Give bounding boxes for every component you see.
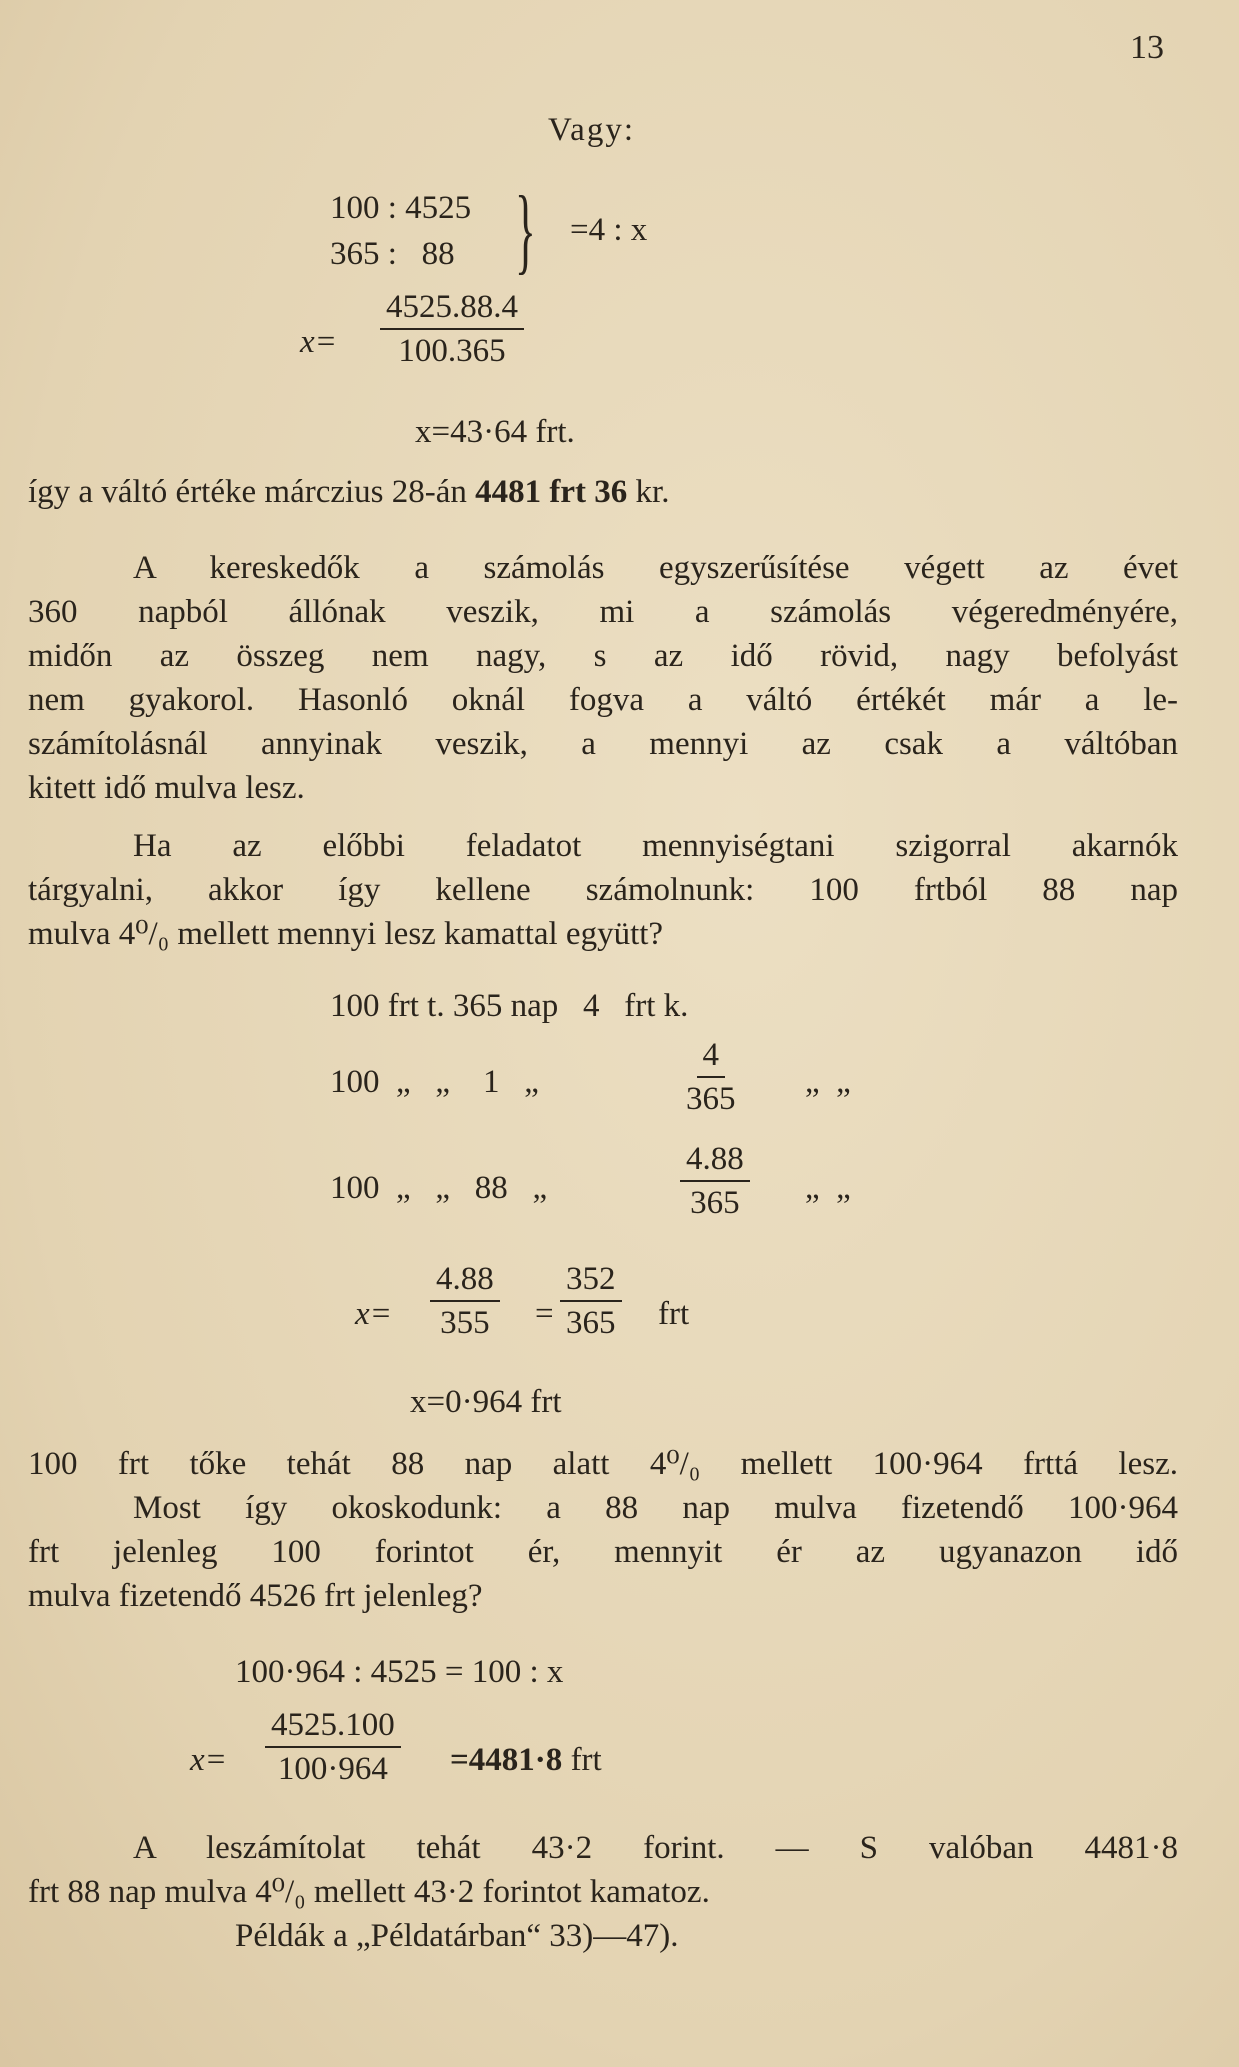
- proportion-3: 100·964 : 4525 = 100 : x: [235, 1654, 564, 1690]
- table-row-3-denominator: 365: [690, 1185, 740, 1221]
- x-result-2: x=0·964 frt: [410, 1384, 562, 1420]
- proportion-row-1: 100 : 4525: [330, 190, 472, 226]
- closing-line: Példák a „Példatárban“ 33)—47).: [235, 1918, 679, 1954]
- fraction-2b-numerator: 352: [560, 1258, 622, 1302]
- table-row-2-numerator: 4: [697, 1034, 726, 1078]
- fraction-1-denominator: 100.365: [398, 333, 506, 369]
- fraction-2a-denominator: 355: [440, 1305, 490, 1341]
- equals-sign: =: [535, 1296, 554, 1332]
- fraction-2a: [430, 1258, 500, 1344]
- paragraph-2-line: Ha az előbbi feladatot mennyiségtani szigorral akarnók: [133, 828, 1178, 864]
- value-line-bold: 4481 frt 36: [475, 474, 628, 510]
- fraction-1-numerator: 4525.88.4: [380, 286, 524, 330]
- paragraph-1-line: 360 napból állónak veszik, mi a számolás végeredményére,: [28, 594, 1178, 630]
- value-line-text: így a váltó értéke márczius 28-án: [28, 474, 467, 510]
- paragraph-3-line: 100 frt tőke tehát 88 nap alatt 4⁰/₀ mellett 100·964 frttá lesz.: [28, 1446, 1178, 1482]
- paragraph-3-line: mulva fizetendő 4526 frt jelenleg?: [28, 1578, 483, 1614]
- table-row-3-right: „ „: [805, 1170, 851, 1206]
- paragraph-4: [28, 1826, 1178, 1914]
- table-row-3-fraction: [680, 1138, 750, 1224]
- paragraph-2: [28, 824, 1178, 956]
- fraction-3-result-unit: frt: [570, 1742, 602, 1778]
- brace-icon: }: [515, 176, 536, 283]
- fraction-2b: [560, 1258, 622, 1344]
- paragraph-2-line: tárgyalni, akkor így kellene számolnunk: 100 frtból 88 nap: [28, 872, 1178, 908]
- paragraph-4-line: A leszámítolat tehát 43·2 forint. — S valóban 4481·8: [133, 1830, 1178, 1866]
- fraction-2b-denominator: 365: [566, 1305, 616, 1341]
- paragraph-3: [28, 1442, 1178, 1618]
- fraction-3: [265, 1704, 401, 1790]
- heading-vagy: Vagy:: [548, 112, 635, 148]
- paragraph-3-line: frt jelenleg 100 forintot ér, mennyit ér az ugyanazon idő: [28, 1534, 1178, 1570]
- table-row-1: 100 frt t. 365 nap 4 frt k.: [330, 988, 689, 1024]
- fraction-2-unit: frt: [658, 1296, 690, 1332]
- x-result-1: x=43·64 frt.: [415, 414, 575, 450]
- value-line: [28, 470, 669, 514]
- fraction-3-result: [450, 1738, 602, 1782]
- paragraph-1-line: A kereskedők a számolás egyszerűsítése végett az évet: [133, 550, 1178, 586]
- paragraph-1-line: számítolásnál annyinak veszik, a mennyi az csak a váltóban: [28, 726, 1178, 762]
- x-lhs-2: x=: [355, 1296, 392, 1332]
- fraction-1: [380, 286, 524, 372]
- paragraph-1: [28, 546, 1178, 810]
- table-row-3-left: 100 „ „ 88 „: [330, 1170, 548, 1206]
- x-lhs-3: x=: [190, 1742, 227, 1778]
- paragraph-2-line: mulva 4⁰/₀ mellett mennyi lesz kamattal együtt?: [28, 916, 664, 952]
- fraction-3-denominator: 100·964: [277, 1751, 388, 1787]
- fraction-3-numerator: 4525.100: [265, 1704, 401, 1748]
- fraction-2a-numerator: 4.88: [430, 1258, 500, 1302]
- x-lhs-1: x=: [300, 324, 337, 360]
- proportion-row-2: 365 : 88: [330, 236, 455, 272]
- table-row-3-numerator: 4.88: [680, 1138, 750, 1182]
- value-line-end: kr.: [635, 474, 670, 510]
- table-row-2-right: „ „: [805, 1064, 851, 1100]
- paragraph-1-line: midőn az összeg nem nagy, s az idő rövid, nagy befolyást: [28, 638, 1178, 674]
- paragraph-1-line: nem gyakorol. Hasonló oknál fogva a váltó értékét már a le-: [28, 682, 1178, 718]
- paragraph-3-line: Most így okoskodunk: a 88 nap mulva fizetendő 100·964: [133, 1490, 1178, 1526]
- table-row-2-denominator: 365: [686, 1081, 736, 1117]
- paragraph-1-line: kitett idő mulva lesz.: [28, 770, 305, 806]
- fraction-3-result-value: =4481·8: [450, 1742, 563, 1778]
- table-row-2-left: 100 „ „ 1 „: [330, 1064, 539, 1100]
- paragraph-4-line: frt 88 nap mulva 4⁰/₀ mellett 43·2 forintot kamatoz.: [28, 1874, 710, 1910]
- page-number: 13: [1130, 29, 1164, 66]
- table-row-2-fraction: [680, 1034, 742, 1120]
- proportion-rhs: =4 : x: [570, 212, 648, 248]
